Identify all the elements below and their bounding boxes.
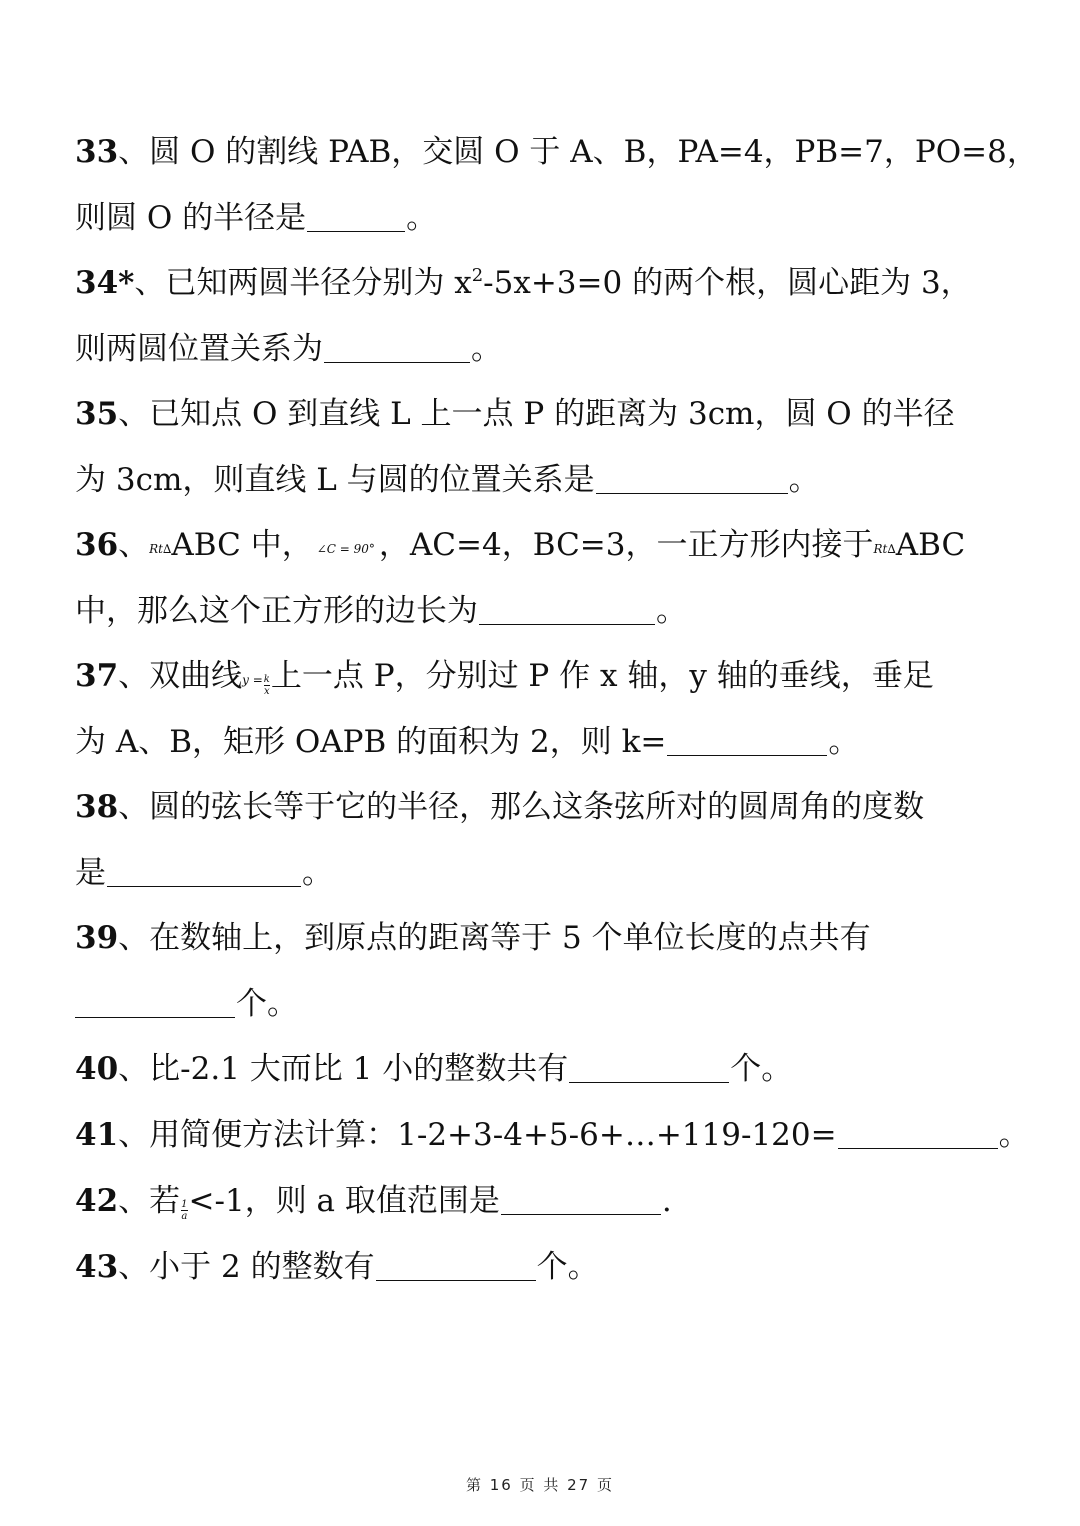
question-37-line-2 xyxy=(75,720,955,764)
punctuation: 个。 xyxy=(730,1051,793,1087)
question-34-line-1 xyxy=(75,261,972,305)
answer-blank[interactable] xyxy=(376,1250,536,1281)
answer-blank[interactable] xyxy=(501,1184,661,1215)
question-43 xyxy=(75,1245,955,1289)
answer-blank[interactable] xyxy=(107,856,301,887)
question-text: 、圆的弦长等于它的半径，那么这条弦所对的圆周角的度数 xyxy=(118,789,925,825)
fraction-numerator: k xyxy=(263,674,270,685)
punctuation: 。 xyxy=(406,200,438,236)
question-number: 33 xyxy=(75,134,119,170)
punctuation: 个。 xyxy=(536,1249,599,1285)
question-36-line-2 xyxy=(75,589,955,633)
angle-formula: ∠C = 90° xyxy=(316,542,375,556)
answer-blank[interactable] xyxy=(479,594,655,625)
question-text: 则两圆位置关系为 xyxy=(75,331,323,367)
question-35-line-1 xyxy=(75,392,955,436)
question-text: 为 3cm，则直线 L 与圆的位置关系是 xyxy=(75,462,595,498)
question-number: 39 xyxy=(75,920,119,956)
question-text: 、双曲线 xyxy=(118,658,243,694)
question-text: 是 xyxy=(75,855,106,891)
question-33-line-2 xyxy=(75,196,955,240)
question-number: 40 xyxy=(75,1051,119,1087)
fraction-1-over-a xyxy=(181,1199,187,1222)
question-text: 上一点 P，分别过 P 作 x 轴，y 轴的垂线，垂足 xyxy=(270,658,934,694)
hyperbola-equation: y = xyxy=(242,673,263,687)
question-38-line-2 xyxy=(75,851,955,895)
question-number: 34* xyxy=(75,265,135,301)
question-text: 则圆 O 的半径是 xyxy=(75,200,307,236)
question-39-line-2 xyxy=(75,982,955,1026)
question-text: <-1，则 a 取值范围是 xyxy=(188,1183,500,1219)
question-text: 中，那么这个正方形的边长为 xyxy=(75,593,478,629)
answer-blank[interactable] xyxy=(324,332,470,363)
answer-blank[interactable] xyxy=(307,201,405,232)
punctuation: 。 xyxy=(998,1117,1030,1153)
question-text: ABC 中， xyxy=(171,527,313,563)
answer-blank[interactable] xyxy=(667,725,827,756)
answer-blank[interactable] xyxy=(596,463,788,494)
question-text: 、若 xyxy=(118,1183,181,1219)
page-footer: 第 16 页 共 27 页 xyxy=(465,1476,614,1494)
fraction-k-over-x xyxy=(264,674,270,697)
question-number: 43 xyxy=(75,1249,119,1285)
question-42 xyxy=(75,1179,955,1223)
question-40 xyxy=(75,1047,955,1091)
punctuation: . xyxy=(661,1183,672,1219)
question-number: 38 xyxy=(75,789,119,825)
question-text: 为 A、B，矩形 OAPB 的面积为 2，则 k= xyxy=(75,724,667,760)
question-text: 、比-2.1 大而比 1 小的整数共有 xyxy=(118,1051,569,1087)
rt-triangle-symbol: Rt∆ xyxy=(149,542,172,556)
punctuation: 。 xyxy=(788,462,820,498)
punctuation: 。 xyxy=(302,855,333,891)
question-number: 41 xyxy=(75,1117,119,1153)
fraction-denominator: x xyxy=(264,686,270,697)
question-text: ABC xyxy=(895,527,966,563)
question-text: 、 xyxy=(118,527,150,563)
question-number: 36 xyxy=(75,527,119,563)
question-34-line-2 xyxy=(75,327,955,371)
question-41 xyxy=(75,1113,1030,1157)
punctuation: 。 xyxy=(471,331,502,367)
punctuation: 。 xyxy=(828,724,860,760)
question-number: 37 xyxy=(75,658,119,694)
question-text: 、圆 O 的割线 PAB，交圆 O 于 A、B，PA=4，PB=7，PO=8， xyxy=(118,134,1038,170)
question-text: 、用简便方法计算：1-2+3-4+5-6+…+119-120= xyxy=(118,1117,837,1153)
question-35-line-2 xyxy=(75,458,955,502)
punctuation: 。 xyxy=(656,593,687,629)
question-39-line-1 xyxy=(75,916,955,960)
question-number: 42 xyxy=(75,1183,119,1219)
punctuation: 个。 xyxy=(236,986,298,1022)
answer-blank[interactable] xyxy=(75,987,235,1018)
question-text: 、在数轴上，到原点的距离等于 5 个单位长度的点共有 xyxy=(118,920,871,956)
question-37-line-1 xyxy=(75,654,955,702)
question-number: 35 xyxy=(75,396,119,432)
fraction-numerator: 1 xyxy=(181,1199,188,1210)
rt-triangle-symbol: Rt∆ xyxy=(873,542,896,556)
question-38-line-1 xyxy=(75,785,955,829)
question-33-line-1 xyxy=(75,130,1038,174)
question-text: 、小于 2 的整数有 xyxy=(118,1249,375,1285)
question-text: -5x+3=0 的两个根，圆心距为 3， xyxy=(483,265,972,301)
question-text: 、已知两圆半径分别为 x xyxy=(134,265,472,301)
answer-blank[interactable] xyxy=(838,1118,998,1149)
question-text: ，AC=4，BC=3，一正方形内接于 xyxy=(378,527,874,563)
answer-blank[interactable] xyxy=(569,1052,729,1083)
exponent: 2 xyxy=(471,265,484,286)
question-text: 、已知点 O 到直线 L 上一点 P 的距离为 3cm，圆 O 的半径 xyxy=(118,396,955,432)
question-36-line-1 xyxy=(75,523,966,571)
fraction-denominator: a xyxy=(181,1211,188,1222)
